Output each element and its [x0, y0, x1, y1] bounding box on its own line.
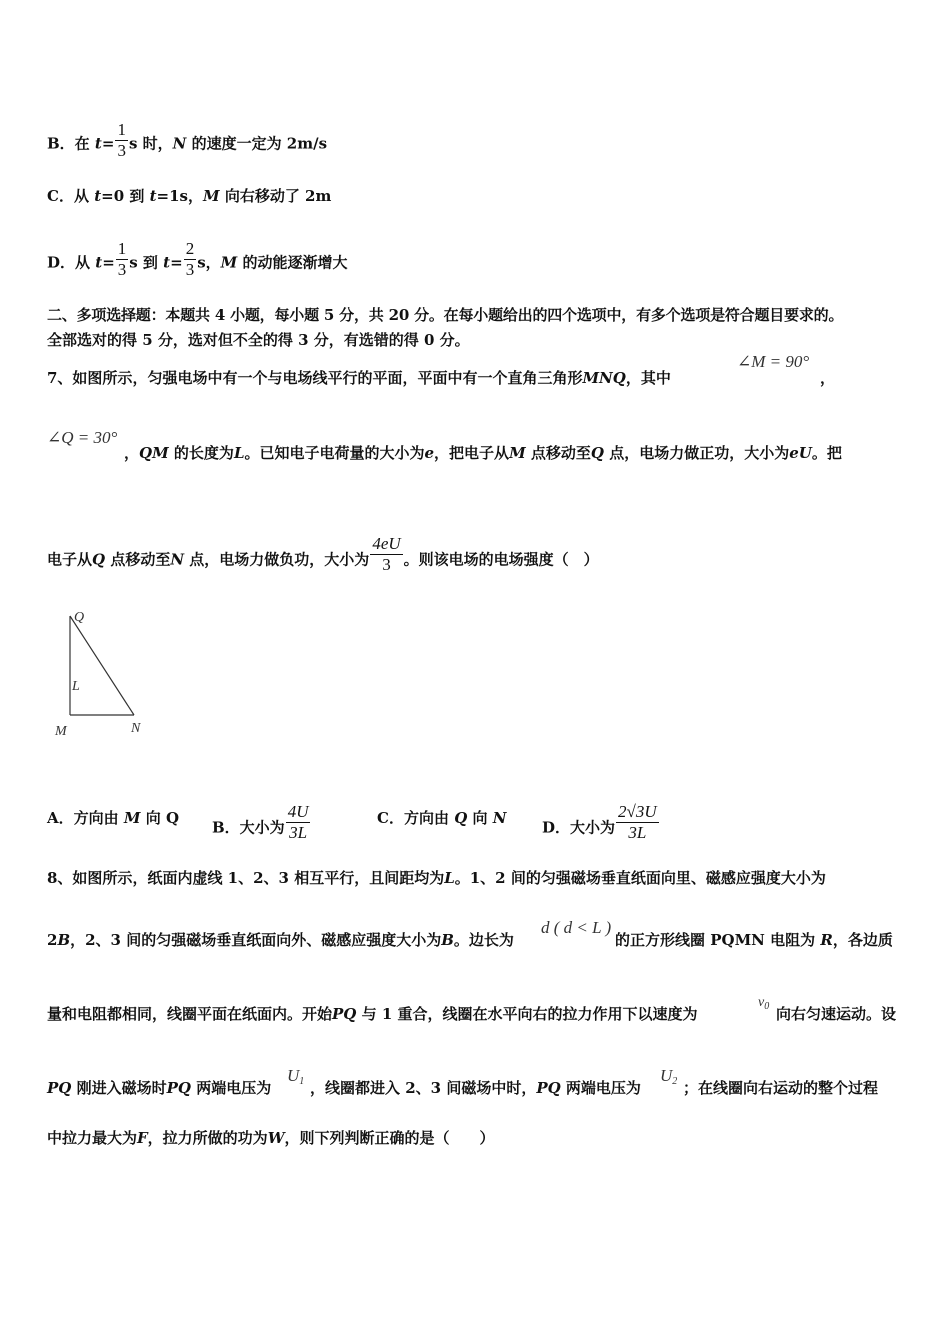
- q7-option-b: B．大小为 $\frac{4U}{3L}$: [212, 802, 309, 842]
- v0-math: $v_0$: [758, 995, 770, 1012]
- section-instructions: 全部选对的得 5 分，选对但不全的得 3 分，有选错的得 0 分。: [47, 331, 470, 349]
- q7-line-1: 7、如图所示，匀强电场中有一个与电场线平行的平面，平面中有一个直角三角形MNQ，其中: [47, 369, 671, 387]
- fraction: $\frac{4U}{3L}$: [287, 802, 309, 842]
- q8-line-3: 量和电阻都相同，线圈平面在纸面内。开始PQ 与 1 重合，线圈在水平向右的拉力作用下以速度为: [47, 1005, 698, 1023]
- side-qn: [70, 616, 134, 715]
- q8-line-2-cont: 的正方形线圈 PQMN 电阻为 R，各边质: [615, 931, 893, 949]
- label-m: M: [55, 724, 67, 739]
- label-l: L: [72, 679, 80, 694]
- angle-q-math: ∠Q = 30°: [47, 428, 118, 447]
- fraction: $\frac{4eU}{3}$: [372, 534, 401, 574]
- u2-math: $U_2$: [660, 1066, 678, 1087]
- u1-math: $U_1$: [287, 1066, 305, 1087]
- fraction: $\frac{2}{3}$: [185, 239, 195, 279]
- q8-line-4: PQ 刚进入磁场时PQ 两端电压为: [47, 1079, 272, 1097]
- q7-line-3: 电子从Q 点移动至N 点，电场力做负功，大小为 $\frac{4eU}{3}$ 。则该电场的电场强度（ ）: [47, 534, 599, 574]
- q6-option-d: D．从 t= $\frac{1}{3}$ s 到 t= $\frac{2}{3}$ s，M 的动能逐渐增大: [47, 239, 348, 279]
- q8-line-2: 2B，2、3 间的匀强磁场垂直纸面向外、磁感应强度大小为B。边长为: [47, 931, 514, 949]
- q8-line-5: 中拉力最大为F，拉力所做的功为W，则下列判断正确的是（ ）: [47, 1129, 495, 1147]
- triangle-figure: [50, 602, 160, 742]
- d-condition-math: d ( d < L ): [541, 918, 612, 937]
- q7-option-d: D．大小为 $\frac{2√3U}{3L}$: [542, 802, 657, 842]
- q8-line-4-mid: ，线圈都进入 2、3 间磁场中时，PQ 两端电压为: [310, 1079, 641, 1097]
- fraction: $\frac{1}{3}$: [117, 120, 126, 160]
- label-q: Q: [74, 610, 85, 625]
- section-heading: 二、多项选择题：本题共 4 小题，每小题 5 分，共 20 分。在每小题给出的四个选项中，有多个选项是符合题目要求的。: [47, 306, 844, 324]
- q8-line-1: 8、如图所示，纸面内虚线 1、2、3 相互平行，且间距均为L。1、2 间的匀强磁场垂直纸面向里、磁感应强度大小为: [47, 869, 826, 887]
- q7-line-2: ，QM 的长度为L。已知电子电荷量的大小为e，把电子从M 点移动至Q 点，电场力做正功，大小为eU。把: [124, 444, 842, 462]
- q6-option-b: B．在 t= $\frac{1}{3}$ s 时，N 的速度一定为 2m/s: [47, 120, 328, 160]
- q6-option-c: C．从 t=0 到 t=1s，M 向右移动了 2m: [47, 187, 332, 205]
- fraction: $\frac{2√3U}{3L}$: [618, 802, 657, 842]
- fraction: $\frac{1}{3}$: [117, 239, 127, 279]
- q7-option-a: A．方向由 M 向 Q: [47, 809, 180, 827]
- q7-option-c: C．方向由 Q 向 N: [377, 809, 507, 827]
- label-n: N: [131, 721, 141, 736]
- q8-line-3-cont: 向右匀速运动。设: [776, 1005, 897, 1023]
- q8-line-4-end: ；在线圈向右运动的整个过程: [683, 1079, 879, 1097]
- angle-m-math: ∠M = 90°: [737, 352, 810, 371]
- q7-line-1-comma: ，: [820, 369, 836, 387]
